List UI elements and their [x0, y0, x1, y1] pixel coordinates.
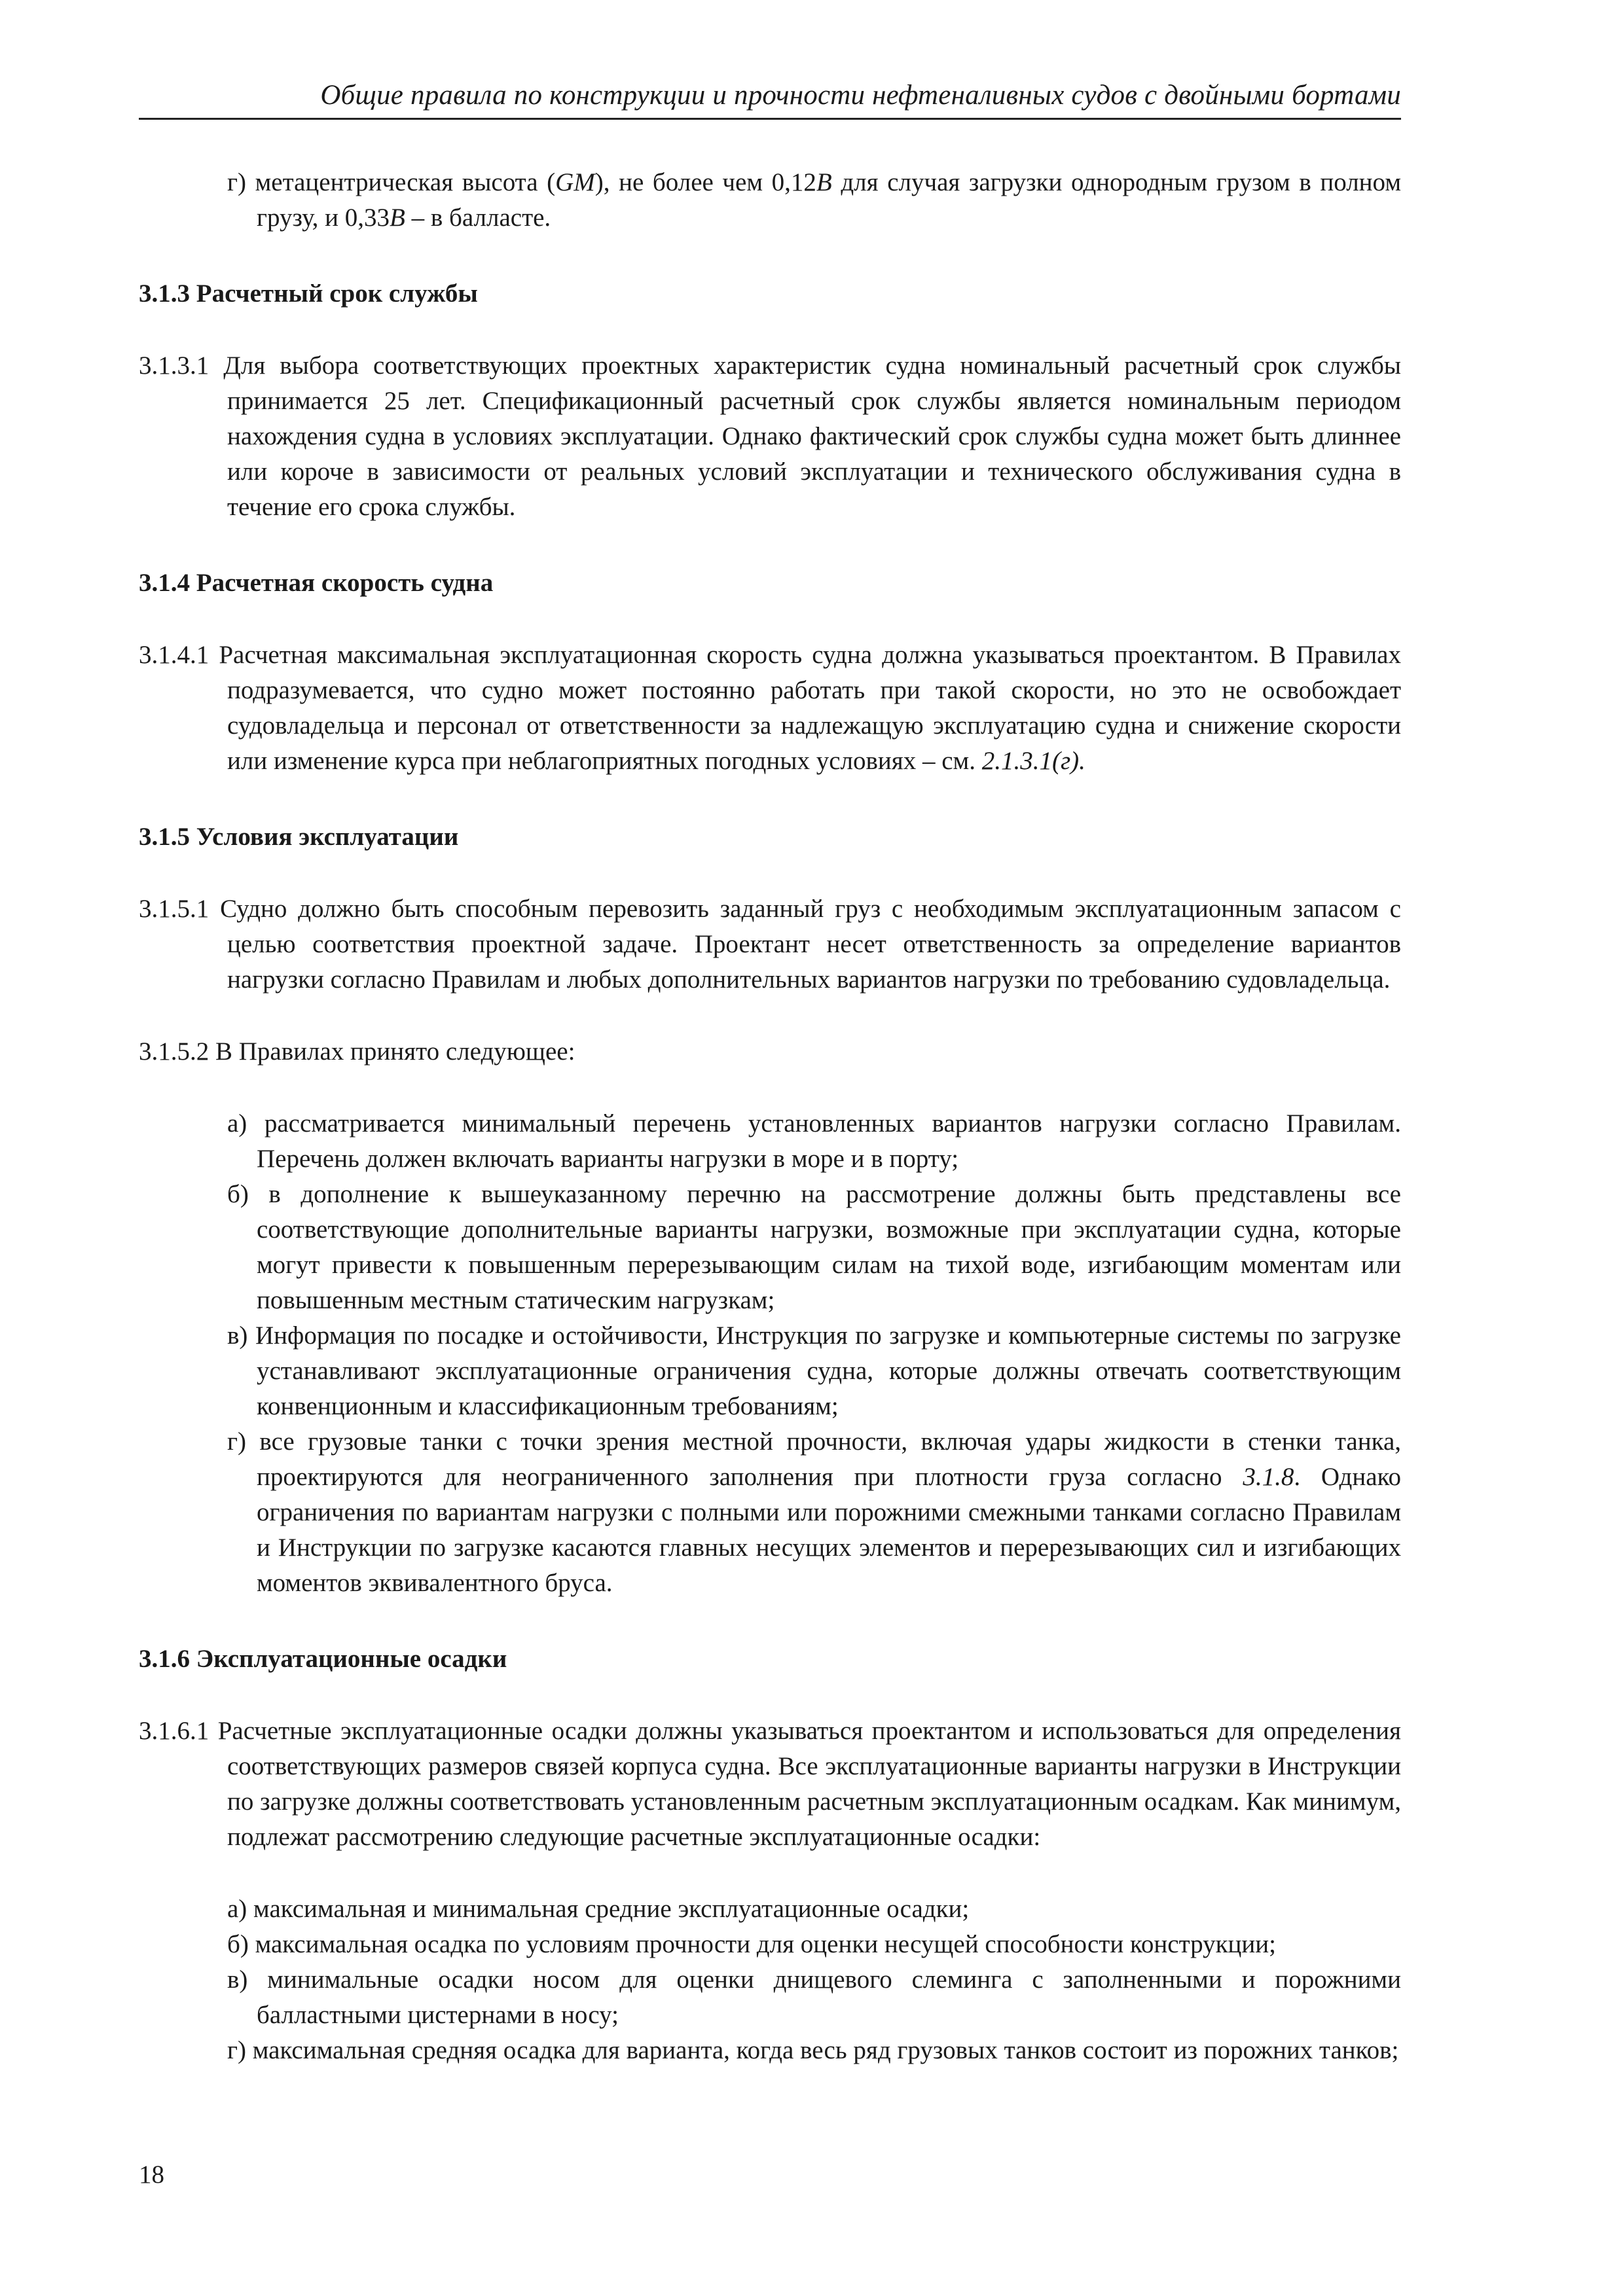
cross-reference: 3.1.8	[1243, 1463, 1294, 1491]
paragraph-3-1-4-1: 3.1.4.1 Расчетная максимальная эксплуатационная скорость судна должна указываться проектантом. В Правилах подразумевается, что судно может постоянно работать при такой скорости, но это не освобождает судовладельца и персонал от ответственности за надлежащую эксплуатацию судна и снижение скорости или изменение курса при неблагоприятных погодных условиях – см. 2.1.3.1(г).	[139, 641, 1401, 775]
list-item-a: а) рассматривается минимальный перечень установленных вариантов нагрузки согласно Правилам. Перечень должен включать варианты нагрузки в море и в порту;	[227, 1109, 1401, 1173]
cross-reference: 2.1.3.1(г)	[981, 747, 1080, 775]
list-item-a: а) максимальная и минимальная средние эксплуатационные осадки;	[227, 1895, 970, 1923]
intro-item-g: г) метацентрическая высота (GM), не более чем 0,12B для случая загрузки однородным грузом в полном грузу, и 0,33B – в балласте.	[227, 168, 1401, 232]
paragraph-3-1-5-1: 3.1.5.1 Судно должно быть способным перевозить заданный груз с необходимым эксплуатационным запасом с целью соответствия проектной задаче. Проектант несет ответственность за определение вариантов нагрузки согласно Правилам и любых дополнительных вариантов нагрузки по требованию судовладельца.	[139, 895, 1401, 994]
running-header	[139, 71, 1401, 120]
paragraph-3-1-3-1: 3.1.3.1 Для выбора соответствующих проектных характеристик судна номинальный расчетный срок службы принимается 25 лет. Спецификационный расчетный срок службы является номинальным периодом нахождения судна в условиях эксплуатации. Однако фактический срок службы судна может быть длиннее или короче в зависимости от реальных условий эксплуатации и технического обслуживания судна в течение его срока службы.	[139, 351, 1401, 521]
list-item-g: г) все грузовые танки с точки зрения местной прочности, включая удары жидкости в стенки танка, проектируются для неограниченного заполнения при плотности груза согласно 3.1.8. Однако ограничения по вариантам нагрузки с полными или порожними смежными танками согласно Правилам и Инструкции по загрузке касаются главных несущих элементов и перерезывающих сил и изгибающих моментов эквивалентного бруса.	[227, 1427, 1401, 1597]
list-item-g: г) максимальная средняя осадка для варианта, когда весь ряд грузовых танков состоит из порожних танков;	[227, 2036, 1399, 2064]
section-heading-3-1-3: 3.1.3 Расчетный срок службы	[139, 279, 478, 308]
section-heading-3-1-5: 3.1.5 Условия эксплуатации	[139, 823, 459, 851]
paragraph-3-1-5-2: 3.1.5.2 В Правилах принято следующее:	[139, 1037, 575, 1066]
list-item-v: в) минимальные осадки носом для оценки днищевого слеминга с заполненными и порожними балластными цистернами в носу;	[227, 1965, 1401, 2029]
paragraph-3-1-6-1: 3.1.6.1 Расчетные эксплуатационные осадки должны указываться проектантом и использоваться для определения соответствующих размеров связей корпуса судна. Все эксплуатационные варианты нагрузки в Инструкции по загрузке должны соответствовать установленным расчетным эксплуатационным осадкам. Как минимум, подлежат рассмотрению следующие расчетные эксплуатационные осадки:	[139, 1717, 1401, 1851]
running-title: Общие правила по конструкции и прочности нефтеналивных судов с двойными бортами	[320, 80, 1401, 111]
list-item-b: б) в дополнение к вышеуказанному перечню на рассмотрение должны быть представлены все соответствующие дополнительные варианты нагрузки, возможные при эксплуатации судна, которые могут привести к повышенным перерезывающим силам на тихой воде, изгибающим моментам или повышенным местным статическим нагрузкам;	[227, 1180, 1401, 1314]
section-heading-3-1-4: 3.1.4 Расчетная скорость судна	[139, 569, 494, 597]
page-body	[139, 165, 1401, 2068]
section-heading-3-1-6: 3.1.6 Эксплуатационные осадки	[139, 1645, 507, 1673]
page-number: 18	[139, 2161, 164, 2189]
list-item-b: б) максимальная осадка по условиям прочности для оценки несущей способности конструкции;	[227, 1930, 1277, 1958]
list-item-v: в) Информация по посадке и остойчивости, Инструкция по загрузке и компьютерные системы по загрузке устанавливают эксплуатационные ограничения судна, которые должны отвечать соответствующим конвенционным и классификационным требованиям;	[227, 1321, 1401, 1420]
